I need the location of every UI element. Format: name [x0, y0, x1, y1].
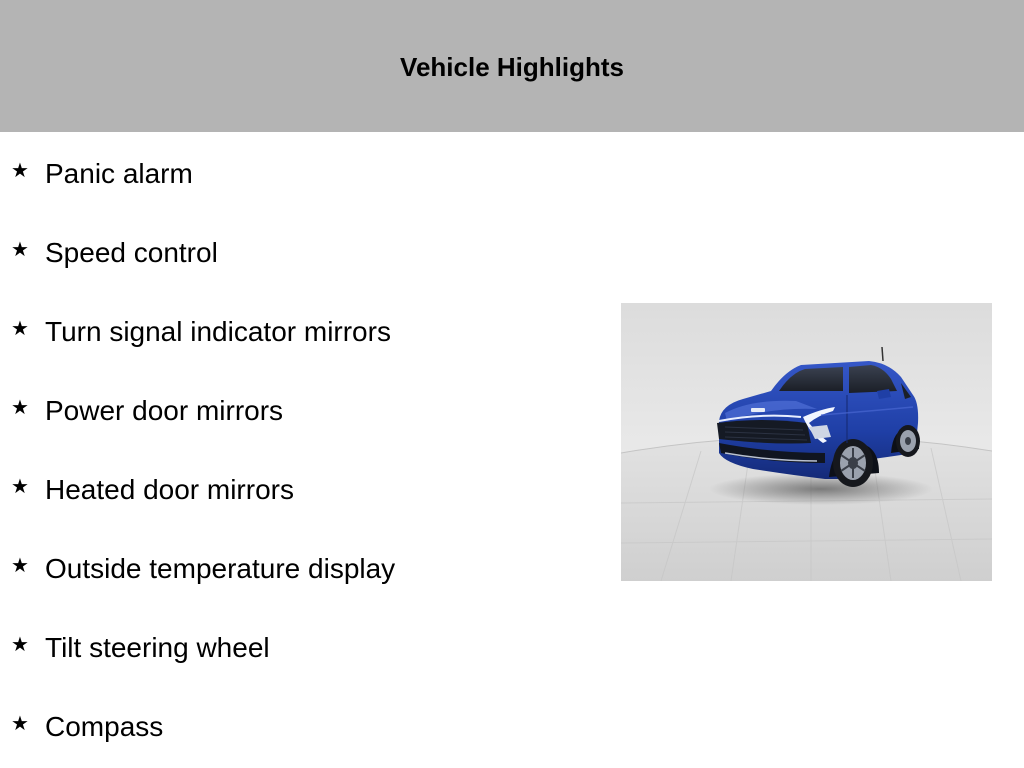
vehicle-photo	[621, 303, 992, 581]
star-icon: ★	[11, 316, 29, 340]
feature-label: Outside temperature display	[45, 553, 396, 584]
feature-label: Turn signal indicator mirrors	[45, 316, 391, 347]
feature-label: Heated door mirrors	[45, 474, 294, 505]
star-icon: ★	[11, 474, 29, 498]
page-header	[0, 0, 1024, 132]
feature-label: Speed control	[45, 237, 218, 268]
feature-label: Power door mirrors	[45, 395, 284, 426]
page-title: Vehicle Highlights	[400, 51, 624, 82]
star-icon: ★	[11, 711, 29, 735]
vehicle-photo-illustration	[621, 303, 992, 581]
star-icon: ★	[11, 632, 29, 656]
star-icon: ★	[11, 158, 29, 182]
feature-label: Tilt steering wheel	[45, 632, 270, 663]
star-icon: ★	[11, 553, 29, 577]
star-icon: ★	[11, 237, 29, 261]
feature-label: Compass	[45, 711, 164, 742]
feature-label: Panic alarm	[45, 158, 193, 189]
star-icon: ★	[11, 395, 29, 419]
